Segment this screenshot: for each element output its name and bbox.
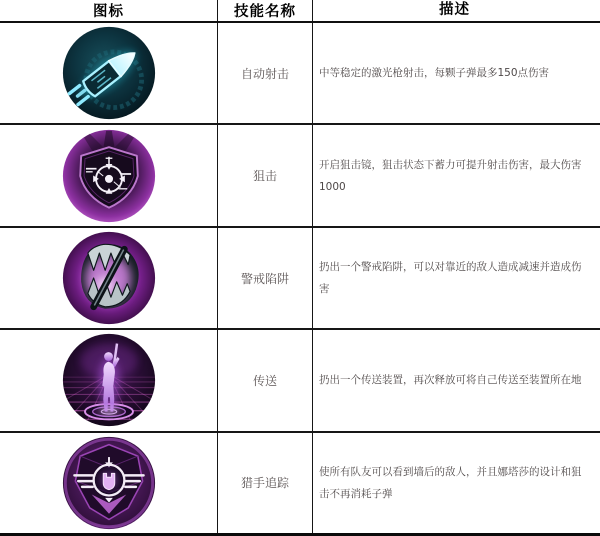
icon-cell [0,330,218,430]
header-skill-name-column: 技能名称 [218,0,313,21]
table-row [0,433,600,533]
icon-cell [0,125,218,225]
table-row [0,330,600,432]
skill-description: 扔出一个警戒陷阱，可以对靠近的敌人造成减速并造成伤害 [319,260,582,296]
table-row [0,228,600,330]
skill-description: 中等稳定的激光枪射击，每颗子弹最多150点伤害 [319,67,550,80]
icon-cell [0,433,218,533]
header-description-column: 描述 [439,2,470,19]
skill-description: 开启狙击镜，狙击状态下蓄力可提升射击伤害，最大伤害1000 [319,158,582,193]
table-row [0,23,600,125]
skill-name: 警戒陷阱 [218,228,313,328]
skill-name: 狙击 [218,125,313,225]
table-header-row [0,0,600,23]
skill-name: 自动射击 [218,23,313,123]
header-icon-column: 图标 [0,0,218,21]
skill-name: 传送 [218,330,313,430]
sniper-scope-icon [61,128,157,224]
skill-description: 使所有队友可以看到墙后的敌人，并且娜塔莎的设计和狙击不再消耗子弹 [319,465,582,500]
skill-name: 猎手追踪 [218,433,313,533]
icon-cell [0,23,218,123]
table-row [0,125,600,227]
icon-cell [0,228,218,328]
skill-description: 扔出一个传送装置，再次释放可将自己传送至装置所在地 [319,374,582,387]
auto-fire-bullet-icon [61,25,157,121]
hunter-tracking-icon [61,435,157,531]
alert-trap-icon [61,230,157,326]
teleport-device-icon [61,332,157,428]
